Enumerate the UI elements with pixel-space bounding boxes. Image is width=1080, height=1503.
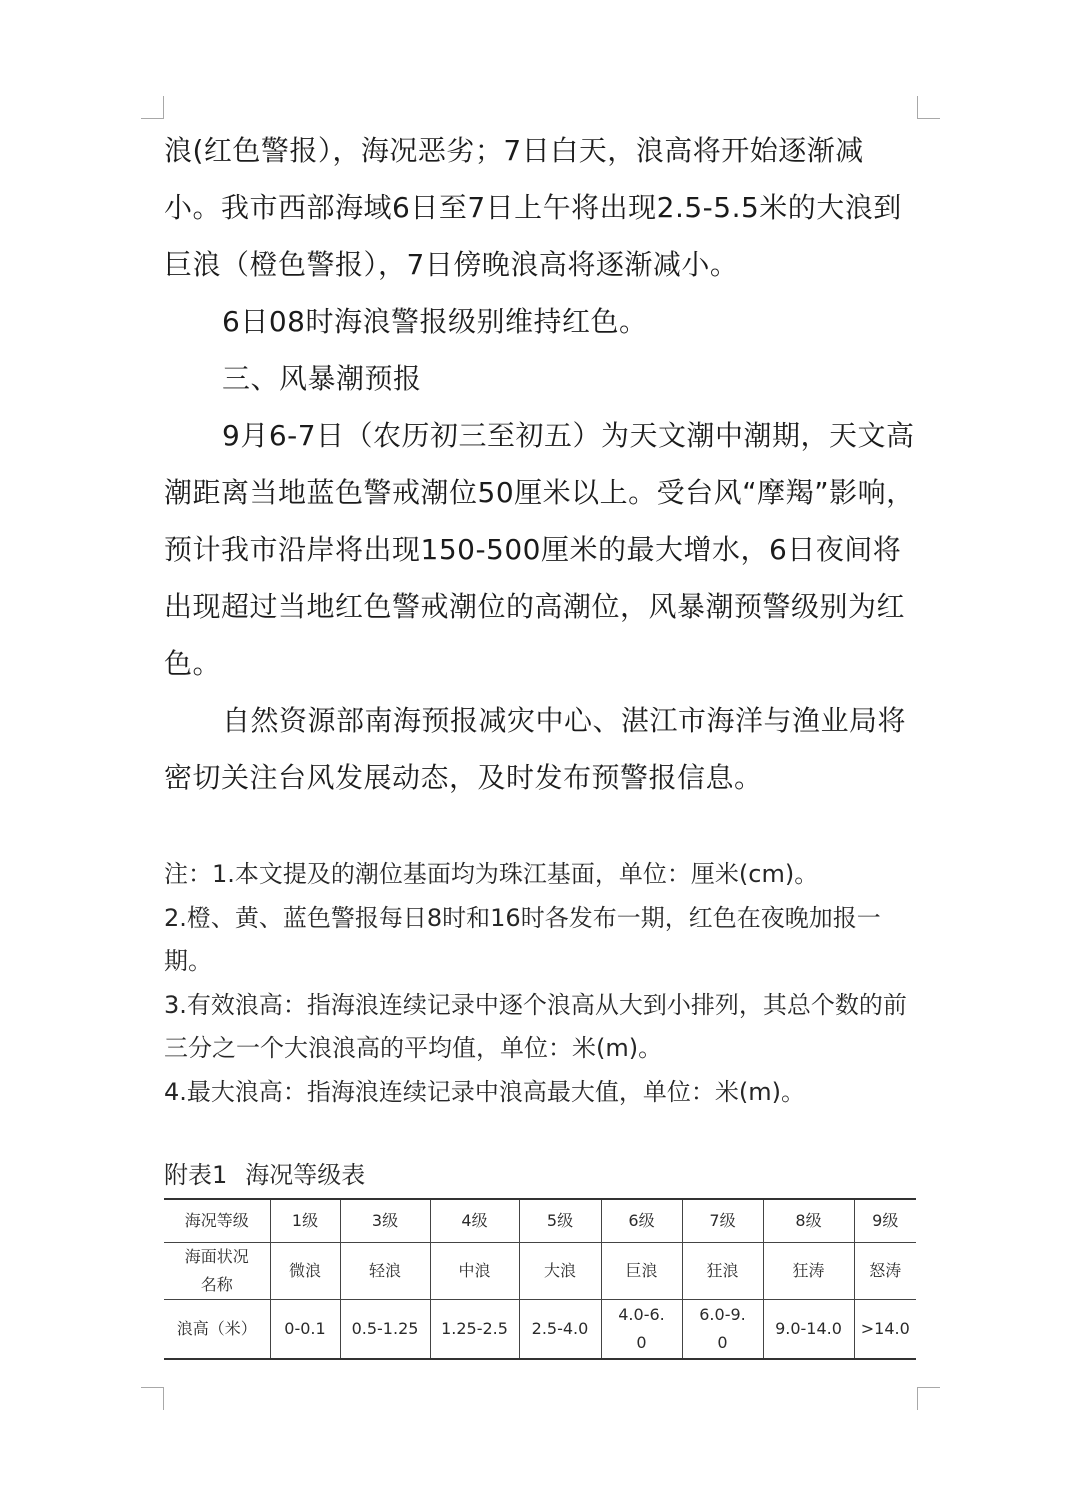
paragraph-wave-alert-level: 6日08时海浪警报级别维持红色。 bbox=[222, 305, 648, 338]
table-cell: 4.0-6.0 bbox=[601, 1300, 682, 1360]
table-cell: 海况等级 bbox=[164, 1199, 270, 1243]
document-body bbox=[164, 122, 916, 806]
table-row bbox=[164, 1300, 916, 1360]
table-cell: 狂浪 bbox=[682, 1243, 763, 1300]
table-cell: 大浪 bbox=[519, 1243, 601, 1300]
section-heading-storm-surge: 三、风暴潮预报 bbox=[222, 362, 422, 395]
paragraph-storm-surge: 9月6-7日（农历初三至初五）为天文潮中潮期，天文高潮距离当地蓝色警戒潮位50厘米以上。受台风“摩羯”影响，预计我市沿岸将出现150-500厘米的最大增水，6日夜间将出现超过当地红色警戒潮位的高潮位，风暴潮预警级别为红色。 bbox=[164, 419, 915, 680]
notes-section bbox=[164, 853, 916, 1114]
table-cell: 中浪 bbox=[430, 1243, 519, 1300]
table-cell: 7级 bbox=[682, 1199, 763, 1243]
table-cell: 微浪 bbox=[270, 1243, 340, 1300]
table-cell: 轻浪 bbox=[340, 1243, 430, 1300]
note-1: 注：1.本文提及的潮位基面均为珠江基面，单位：厘米(cm)。 bbox=[164, 860, 819, 888]
table-cell: 浪高（米） bbox=[164, 1300, 270, 1360]
table-caption-title: 海况等级表 bbox=[245, 1161, 366, 1189]
table-cell: 1级 bbox=[270, 1199, 340, 1243]
table-cell: 5级 bbox=[519, 1199, 601, 1243]
crop-mark-bottom-left bbox=[141, 1387, 164, 1410]
table-cell: 9.0-14.0 bbox=[763, 1300, 854, 1360]
table-cell: 8级 bbox=[763, 1199, 854, 1243]
paragraph-wave-forecast: 浪(红色警报），海况恶劣；7日白天，浪高将开始逐渐减小。我市西部海域6日至7日上午将出现2.5-5.5米的大浪到巨浪（橙色警报），7日傍晚浪高将逐渐减小。 bbox=[164, 134, 902, 281]
crop-mark-top-right bbox=[917, 96, 940, 119]
table-cell: 1.25-2.5 bbox=[430, 1300, 519, 1360]
table-caption bbox=[164, 1155, 365, 1195]
table-row bbox=[164, 1243, 916, 1300]
table-cell: 4级 bbox=[430, 1199, 519, 1243]
paragraph-agencies: 自然资源部南海预报减灾中心、湛江市海洋与渔业局将密切关注台风发展动态，及时发布预警报信息。 bbox=[164, 704, 907, 794]
table-row bbox=[164, 1199, 916, 1243]
table-cell: 3级 bbox=[340, 1199, 430, 1243]
crop-mark-bottom-right bbox=[917, 1387, 940, 1410]
table-cell: >14.0 bbox=[860, 1319, 910, 1338]
table-cell: 怒涛 bbox=[854, 1243, 916, 1300]
table-cell: 海面状况名称 bbox=[164, 1243, 270, 1300]
note-3: 3.有效浪高：指海浪连续记录中逐个浪高从大到小排列，其总个数的前三分之一个大浪浪高的平均值，单位：米(m)。 bbox=[164, 990, 907, 1062]
table-cell: 2.5-4.0 bbox=[519, 1300, 601, 1360]
table-cell: 9级 bbox=[854, 1199, 916, 1243]
sea-state-table bbox=[164, 1198, 916, 1360]
note-2: 2.橙、黄、蓝色警报每日8时和16时各发布一期，红色在夜晚加报一期。 bbox=[164, 903, 881, 975]
table-cell: 狂涛 bbox=[763, 1243, 854, 1300]
note-4: 4.最大浪高：指海浪连续记录中浪高最大值，单位：米(m)。 bbox=[164, 1077, 806, 1106]
table-cell: 6.0-9.0 bbox=[682, 1300, 763, 1360]
table-cell: 巨浪 bbox=[601, 1243, 682, 1300]
table-cell: 0.5-1.25 bbox=[340, 1300, 430, 1360]
table-caption-label: 附表1 bbox=[164, 1161, 228, 1189]
crop-mark-top-left bbox=[141, 96, 164, 119]
table-cell: 6级 bbox=[601, 1199, 682, 1243]
table-cell: 0-0.1 bbox=[270, 1300, 340, 1360]
